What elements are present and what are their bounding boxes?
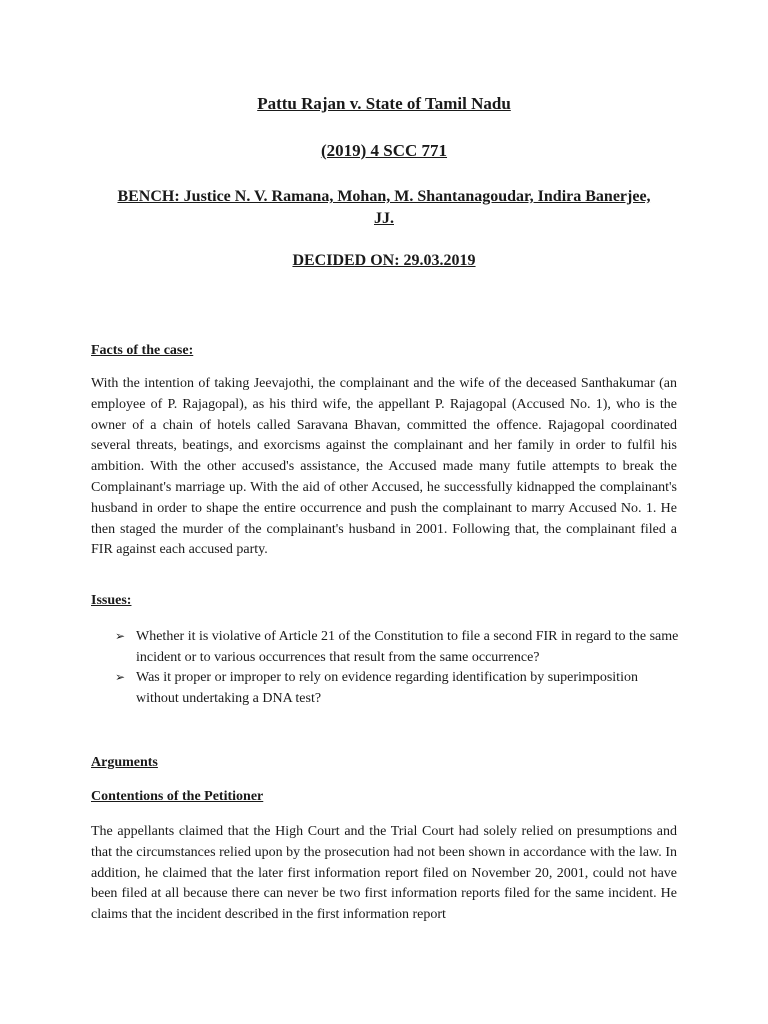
case-title: Pattu Rajan v. State of Tamil Nadu (257, 94, 511, 113)
arrow-bullet-icon: ➢ (115, 670, 126, 684)
issue-text: Whether it is violative of Article 21 of the Constitution to file a second FIR in regard to the same incident or to various occurrences that result from the same occurrence? (136, 629, 679, 665)
issue-item (115, 626, 681, 668)
issue-item (115, 667, 681, 709)
bench-line: BENCH: Justice N. V. Ramana, Mohan, M. Shantanagoudar, Indira Banerjee, JJ. (117, 188, 651, 227)
arrow-bullet-icon: ➢ (115, 629, 126, 643)
facts-heading: Facts of the case: (91, 343, 194, 358)
case-citation: (2019) 4 SCC 771 (320, 141, 448, 160)
petitioner-paragraph: The appellants claimed that the High Court and the Trial Court had solely relied on presumptions and that the circumstances relied upon by the prosecution had not been shown in accordance with the law. In addition, he claimed that the later first information report filed on November 20, 2001, could not have been filed at all because there can never be two first information reports filed for the same incident. He claims that the incident described in the first information report (91, 824, 677, 923)
issue-text: Was it proper or improper to rely on evidence regarding identification by superimposition without undertaking a DNA test? (136, 670, 638, 706)
arguments-heading: Arguments (91, 755, 158, 770)
decided-date: DECIDED ON: 29.03.2019 (292, 252, 476, 269)
issues-heading: Issues: (91, 593, 132, 608)
facts-paragraph: With the intention of taking Jeevajothi, the complainant and the wife of the deceased Santhakumar (an employee of P. Rajagopal), as his third wife, the appellant P. Rajagopal (Accused No. 1), who is the owner of a chain of hotels called Saravana Bhavan, committed the offence. Rajagopal coordinated several threats, beatings, and exorcisms against the complainant and her family in order to fulfil his ambition. With the other accused's assistance, the Accused made many futile attempts to break the Complainant's marriage up. With the aid of other Accused, he successfully kidnapped the complainant's husband in order to shape the entire occurrence and push the complainant to marry Accused No. 1. He then staged the murder of the complainant's husband in 2001. Following that, the complainant filed a FIR against each accused party. (91, 376, 677, 558)
petitioner-contentions-heading: Contentions of the Petitioner (91, 789, 264, 804)
